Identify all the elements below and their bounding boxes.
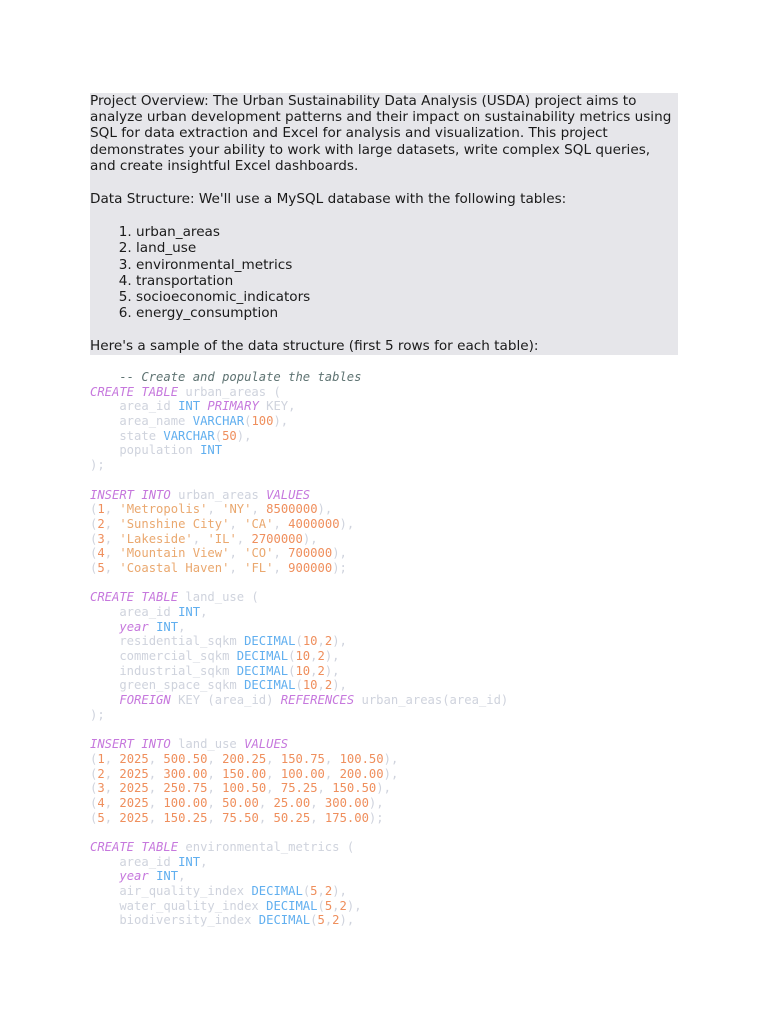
code-identifier: air_quality_index	[90, 884, 252, 899]
code-line	[90, 855, 690, 870]
code-number: 10	[295, 663, 311, 678]
code-line	[90, 532, 690, 547]
code-line	[90, 664, 690, 679]
code-number: 1	[97, 502, 105, 517]
code-punctuation: ,	[207, 502, 223, 517]
table-list-item: 2. land_use	[136, 240, 678, 256]
code-number: 2025	[119, 751, 149, 766]
code-punctuation: (	[90, 502, 98, 517]
code-punctuation: ,	[229, 516, 245, 531]
paragraph-gap	[90, 174, 678, 191]
code-punctuation: ,	[324, 751, 340, 766]
code-number: 2	[339, 898, 347, 913]
code-number: 2025	[119, 810, 149, 825]
code-number: 150.25	[163, 810, 208, 825]
code-punctuation: ),	[346, 898, 362, 913]
code-punctuation: ,	[324, 913, 333, 928]
code-number: 50.25	[273, 810, 311, 825]
code-string: 'Lakeside'	[119, 531, 193, 546]
code-keyword: FOREIGN	[119, 693, 171, 708]
code-punctuation: ,	[317, 678, 325, 693]
code-number: 2025	[119, 795, 149, 810]
code-line	[90, 840, 690, 855]
code-line	[90, 399, 690, 414]
code-punctuation: ),	[332, 546, 347, 561]
code-number: 2	[97, 766, 105, 781]
code-punctuation: ,	[148, 795, 164, 810]
code-number: 75.50	[222, 810, 259, 825]
code-number: 300.00	[324, 795, 369, 810]
code-keyword: TABLE	[141, 384, 179, 399]
code-string: 'Metropolis'	[119, 502, 208, 517]
code-line	[90, 620, 690, 635]
code-punctuation: );	[332, 560, 347, 575]
code-punctuation: ,	[178, 619, 186, 634]
code-number: 10	[302, 678, 318, 693]
code-punctuation: (	[288, 649, 296, 664]
code-punctuation: ),	[324, 649, 340, 664]
code-type: VARCHAR	[192, 414, 245, 429]
code-number: 5	[324, 898, 333, 913]
code-identifier: area_id	[90, 399, 179, 414]
code-identifier: area_name	[90, 414, 193, 429]
code-punctuation: ,	[317, 634, 325, 649]
code-punctuation: (	[310, 913, 318, 928]
code-identifier: urban_areas (	[178, 384, 281, 399]
code-number: 200.00	[339, 766, 384, 781]
code-number: 8500000	[266, 502, 318, 517]
code-type: INT	[156, 869, 179, 884]
code-punctuation: ),	[317, 502, 333, 517]
code-string: 'IL'	[207, 531, 237, 546]
code-punctuation: (	[317, 898, 325, 913]
project-description	[90, 93, 678, 355]
code-line	[90, 605, 690, 620]
code-line	[90, 693, 690, 708]
code-identifier: KEY (area_id)	[170, 693, 281, 708]
code-type: DECIMAL	[251, 884, 303, 899]
code-punctuation: ,	[148, 810, 164, 825]
code-punctuation: ),	[339, 913, 355, 928]
code-identifier: state	[90, 428, 164, 443]
code-type: INT	[178, 399, 201, 414]
code-number: 5	[97, 560, 105, 575]
code-number: 3	[97, 781, 105, 796]
code-identifier: land_use	[170, 737, 245, 752]
code-punctuation: ,	[207, 766, 223, 781]
code-number: 5	[97, 810, 105, 825]
code-number: 50	[222, 428, 237, 443]
code-punctuation: (	[90, 546, 98, 561]
code-punctuation: ,	[229, 560, 245, 575]
paragraph-gap	[90, 207, 678, 224]
code-punctuation: );	[90, 707, 105, 722]
code-punctuation: ,	[273, 560, 289, 575]
code-comment: -- Create and populate the tables	[90, 370, 362, 384]
code-punctuation: ,	[258, 810, 274, 825]
code-punctuation: (	[90, 766, 98, 781]
code-punctuation: (	[302, 884, 311, 899]
code-type: INT	[156, 619, 179, 634]
code-punctuation: ,	[200, 605, 208, 619]
code-punctuation: ,	[332, 898, 340, 913]
code-number: 2	[317, 649, 325, 664]
code-line	[90, 473, 690, 488]
code-punctuation: ,	[317, 884, 325, 899]
code-line	[90, 546, 690, 561]
code-number: 3	[97, 531, 105, 546]
code-punctuation: ,	[317, 781, 333, 796]
code-identifier: industrial_sqkm	[90, 663, 237, 678]
code-punctuation: ),	[339, 516, 355, 531]
code-line	[90, 414, 690, 429]
code-number: 300.00	[163, 766, 208, 781]
code-number: 700000	[288, 546, 333, 561]
code-punctuation: (	[244, 414, 252, 429]
code-type: DECIMAL	[266, 898, 318, 913]
code-punctuation: ),	[376, 781, 391, 796]
code-line	[90, 723, 690, 738]
code-keyword: REFERENCES	[280, 693, 355, 708]
code-punctuation: ),	[302, 531, 318, 546]
code-keyword: INSERT	[90, 737, 135, 752]
code-number: 2	[317, 663, 325, 678]
code-punctuation: ,	[229, 546, 245, 561]
code-punctuation: ,	[266, 751, 281, 766]
code-punctuation: (	[90, 781, 98, 796]
code-identifier: commercial_sqkm	[90, 649, 237, 664]
data-structure-paragraph: Data Structure: We'll use a MySQL database with the following tables:	[90, 191, 567, 208]
code-string: 'NY'	[222, 502, 252, 517]
code-punctuation: ,	[207, 795, 223, 810]
code-number: 4000000	[288, 516, 340, 531]
code-line	[90, 385, 690, 400]
code-punctuation: ,	[192, 531, 208, 546]
code-number: 100.50	[222, 781, 267, 796]
code-number: 150.50	[332, 781, 377, 796]
code-punctuation: ),	[332, 678, 347, 693]
code-line	[90, 767, 690, 782]
code-punctuation	[90, 620, 119, 634]
code-identifier: area_id	[90, 854, 179, 869]
code-string: 'Coastal Haven'	[119, 560, 230, 575]
code-punctuation	[149, 620, 156, 634]
code-punctuation: ,	[236, 531, 252, 546]
code-punctuation: (	[295, 678, 303, 693]
code-punctuation	[149, 869, 156, 883]
code-punctuation: ),	[332, 884, 347, 899]
code-number: 175.00	[324, 810, 369, 825]
code-number: 2	[332, 913, 340, 928]
code-punctuation: ,	[200, 854, 208, 869]
code-type: DECIMAL	[258, 913, 311, 928]
code-identifier: urban_areas(area_id)	[354, 693, 509, 708]
code-punctuation: ,	[104, 766, 120, 781]
code-identifier: area_id	[90, 605, 179, 619]
code-punctuation: ),	[383, 766, 399, 781]
code-punctuation: ),	[383, 751, 399, 766]
code-identifier: land_use (	[178, 590, 259, 605]
code-number: 900000	[288, 560, 333, 575]
project-overview-paragraph: Project Overview: The Urban Sustainability Data Analysis (USDA) project aims to analyze urban development patterns and their impact on sustainability metrics using SQL for data extraction and Excel for analysis and visualization. This project demonstrates your ability to work with large datasets, write complex SQL queries, and create insightful Excel dashboards.	[90, 93, 672, 174]
code-number: 250.75	[163, 781, 208, 796]
code-punctuation: (	[90, 516, 98, 531]
code-line	[90, 913, 690, 928]
code-punctuation: ,	[104, 560, 120, 575]
code-identifier: environmental_metrics (	[178, 840, 355, 854]
code-punctuation: ,	[148, 781, 164, 796]
code-line	[90, 811, 690, 826]
code-number: 2	[324, 678, 333, 693]
code-line	[90, 796, 690, 811]
code-punctuation: ,	[148, 766, 164, 781]
code-punctuation: (	[295, 634, 303, 649]
code-identifier: population	[90, 443, 201, 458]
code-punctuation: (	[288, 663, 296, 678]
code-punctuation: ,	[266, 766, 281, 781]
code-punctuation: ),	[324, 663, 340, 678]
code-keyword: VALUES	[244, 737, 289, 752]
table-list-item: 6. energy_consumption	[136, 305, 678, 321]
code-number: 2	[324, 634, 333, 649]
code-number: 50.00	[222, 795, 259, 810]
code-punctuation: (	[90, 560, 98, 575]
code-punctuation: (	[90, 795, 98, 810]
code-line	[90, 634, 690, 649]
code-type: DECIMAL	[236, 663, 289, 678]
code-punctuation: ),	[236, 428, 252, 443]
code-number: 4	[97, 795, 105, 810]
code-keyword: PRIMARY	[207, 399, 259, 414]
table-list	[90, 224, 678, 321]
paragraph-gap	[90, 321, 678, 338]
code-keyword: CREATE	[90, 384, 135, 399]
code-punctuation: (	[90, 751, 98, 766]
code-line	[90, 429, 690, 444]
code-number: 100.00	[280, 766, 325, 781]
code-punctuation: ,	[324, 766, 340, 781]
code-number: 25.00	[273, 795, 311, 810]
code-line	[90, 443, 690, 458]
code-punctuation: ,	[273, 546, 289, 561]
code-punctuation: ,	[104, 502, 120, 517]
code-type: DECIMAL	[244, 678, 296, 693]
code-string: 'FL'	[244, 560, 274, 575]
code-identifier: residential_sqkm	[90, 634, 245, 649]
code-punctuation: ,	[104, 781, 120, 796]
code-line	[90, 752, 690, 767]
code-line	[90, 825, 690, 840]
code-number: 10	[302, 634, 318, 649]
code-punctuation: ),	[368, 795, 384, 810]
code-punctuation: ,	[104, 751, 120, 766]
code-line	[90, 488, 690, 503]
code-type: VARCHAR	[163, 428, 215, 443]
code-string: 'CA'	[244, 516, 274, 531]
code-type: DECIMAL	[244, 634, 296, 649]
code-punctuation: ,	[310, 663, 318, 678]
code-punctuation: ,	[104, 810, 120, 825]
code-keyword: CREATE	[90, 840, 135, 854]
code-line	[90, 576, 690, 591]
code-identifier: biodiversity_index	[90, 913, 259, 928]
code-number: 10	[295, 649, 311, 664]
sql-code-block	[90, 370, 690, 928]
code-punctuation	[90, 869, 119, 883]
code-keyword: VALUES	[266, 487, 311, 502]
code-identifier: water_quality_index	[90, 898, 267, 913]
code-keyword: TABLE	[141, 840, 179, 854]
code-punctuation: ,	[104, 795, 120, 810]
code-punctuation: ,	[178, 869, 186, 884]
code-keyword: year	[119, 869, 149, 884]
code-number: 5	[310, 884, 318, 899]
code-punctuation: ,	[207, 810, 223, 825]
code-line	[90, 590, 690, 605]
code-line	[90, 884, 690, 899]
code-punctuation: );	[90, 458, 105, 473]
code-line	[90, 781, 690, 796]
table-list-item: 1. urban_areas	[136, 224, 678, 240]
code-punctuation: ,	[207, 751, 223, 766]
code-number: 2025	[119, 766, 149, 781]
code-punctuation: ,	[273, 516, 289, 531]
code-punctuation: ,	[266, 781, 281, 796]
code-punctuation: (	[90, 531, 98, 546]
code-keyword: TABLE	[141, 590, 179, 605]
code-punctuation: ,	[251, 502, 267, 517]
code-punctuation: ,	[104, 531, 120, 546]
table-list-item: 5. socioeconomic_indicators	[136, 289, 678, 305]
table-list-item: 3. environmental_metrics	[136, 257, 678, 273]
code-identifier: urban_areas	[170, 487, 267, 502]
code-number: 2025	[119, 781, 149, 796]
code-number: 2	[97, 516, 105, 531]
table-list-item: 4. transportation	[136, 273, 678, 289]
code-line	[90, 458, 690, 473]
code-number: 75.25	[280, 781, 318, 796]
code-string: 'Sunshine City'	[119, 516, 230, 531]
code-punctuation: ,	[310, 795, 325, 810]
code-type: INT	[200, 443, 223, 458]
code-type: DECIMAL	[236, 649, 289, 664]
code-punctuation: ,	[104, 516, 120, 531]
code-number: 100.00	[163, 795, 208, 810]
code-number: 4	[97, 546, 105, 561]
code-line	[90, 869, 690, 884]
code-identifier: KEY,	[258, 399, 296, 414]
code-number: 500.50	[163, 751, 208, 766]
code-number: 1	[97, 751, 105, 766]
code-line	[90, 370, 690, 385]
code-number: 150.75	[280, 751, 325, 766]
code-punctuation: (	[90, 810, 98, 825]
code-number: 200.25	[222, 751, 267, 766]
code-string: 'CO'	[244, 546, 274, 561]
code-keyword: INTO	[141, 487, 171, 502]
code-punctuation: ,	[148, 751, 164, 766]
code-line	[90, 678, 690, 693]
code-identifier: green_space_sqkm	[90, 678, 245, 693]
code-punctuation: (	[214, 428, 223, 443]
code-type: INT	[178, 854, 201, 869]
code-punctuation: ,	[310, 810, 325, 825]
code-line	[90, 708, 690, 723]
code-number: 150.00	[222, 766, 267, 781]
code-number: 100	[251, 414, 274, 429]
code-type: INT	[178, 605, 201, 619]
code-punctuation: ,	[258, 795, 274, 810]
code-punctuation: );	[368, 810, 384, 825]
code-punctuation: ),	[273, 414, 289, 429]
code-punctuation	[90, 693, 119, 707]
code-line	[90, 649, 690, 664]
code-keyword: INTO	[141, 737, 171, 752]
code-line	[90, 502, 690, 517]
code-keyword: year	[119, 619, 149, 634]
code-number: 5	[317, 913, 325, 928]
code-line	[90, 737, 690, 752]
code-punctuation: ,	[207, 781, 223, 796]
code-punctuation: ,	[310, 649, 318, 664]
code-number: 2	[324, 884, 333, 899]
code-line	[90, 517, 690, 532]
code-keyword: INSERT	[90, 487, 135, 502]
code-line	[90, 899, 690, 914]
code-keyword: CREATE	[90, 590, 135, 605]
code-line	[90, 561, 690, 576]
code-number: 100.50	[339, 751, 384, 766]
code-punctuation: ),	[332, 634, 347, 649]
code-string: 'Mountain View'	[119, 546, 230, 561]
code-punctuation: ,	[104, 546, 120, 561]
sample-note-paragraph: Here's a sample of the data structure (first 5 rows for each table):	[90, 338, 539, 355]
code-number: 2700000	[251, 531, 303, 546]
